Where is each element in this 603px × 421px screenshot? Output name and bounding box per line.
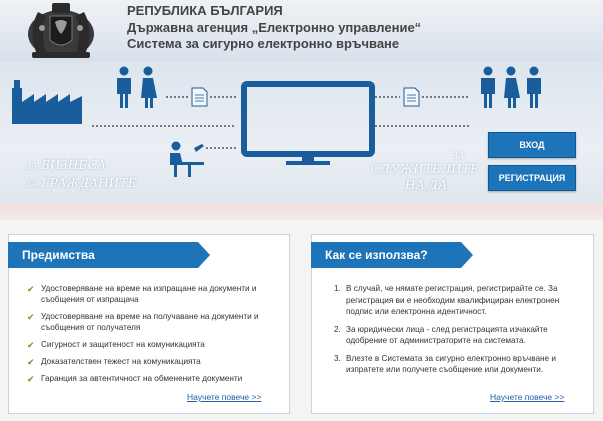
- citizens-label: ЗА ГРАЖДАНИТЕ: [26, 176, 137, 191]
- business-label: ЗА БИЗНЕСА: [26, 158, 106, 173]
- howto-panel: [311, 234, 594, 414]
- person-at-laptop-icon: [170, 142, 204, 178]
- howto-list: [334, 283, 584, 382]
- officials-label-nada: НА ДА: [405, 178, 448, 193]
- advantages-panel: [8, 234, 290, 414]
- login-button[interactable]: ВХОД: [488, 132, 576, 158]
- howto-title: Как се използва?: [311, 242, 461, 268]
- check-icon: ✔: [27, 312, 35, 322]
- list-item: 1. В случай, че нямате регистрация, регистрирайте се. За регистрация ви е необходим квалифициран електронен подпис или електронна идентичност.: [334, 284, 560, 316]
- list-item: ✔ Гаранция за автентичност на обменените документи: [27, 374, 243, 384]
- header-line-1: РЕПУБЛИКА БЪЛГАРИЯ: [127, 3, 283, 18]
- list-item: ✔ Доказателствен тежест на комуникацията: [27, 357, 201, 367]
- list-item: ✔ Удостоверяване на време на изпращане на документи и съобщения от изпращача: [27, 284, 257, 304]
- header-titles: [127, 3, 421, 53]
- header-line-2: Държавна агенция „Електронно управление“: [127, 19, 422, 35]
- advantages-list: [27, 283, 282, 390]
- list-item: ✔ Удостоверяване на време на получаване на документи и съобщения от получателя: [27, 312, 259, 332]
- register-button[interactable]: РЕГИСТРАЦИЯ: [488, 165, 576, 191]
- list-item: 2. За юридически лица - след регистрацията изчакайте одобрение от администраторите на системата.: [334, 324, 548, 345]
- officials-label: СЛУЖИТЕЛИТЕ: [370, 162, 480, 177]
- header-line-3: Система за сигурно електронно връчване: [127, 36, 400, 51]
- officials-label-za: ЗА: [453, 151, 465, 162]
- officials-group-icon: [481, 67, 541, 109]
- list-item: 3. Влезте в Системата за сигурно електронно връчване и изпратете или получете съобщение или документи.: [334, 353, 556, 374]
- advantages-more-link[interactable]: Научете повече >>: [187, 392, 262, 402]
- factory-icon: [12, 80, 82, 124]
- howto-more-link[interactable]: Научете повече >>: [490, 392, 565, 402]
- list-item: ✔ Сигурност и защитеност на комуникацията: [27, 340, 205, 350]
- divider-band: [0, 204, 603, 220]
- monitor-icon: [244, 84, 372, 165]
- advantages-title: Предимства: [8, 242, 198, 268]
- check-icon: ✔: [27, 340, 35, 350]
- check-icon: ✔: [27, 374, 35, 384]
- coat-of-arms-icon: [22, 0, 100, 60]
- site-header: [0, 0, 603, 62]
- check-icon: ✔: [27, 284, 35, 294]
- people-icon: [117, 67, 157, 109]
- check-icon: ✔: [27, 357, 35, 367]
- hero-banner: [0, 62, 603, 204]
